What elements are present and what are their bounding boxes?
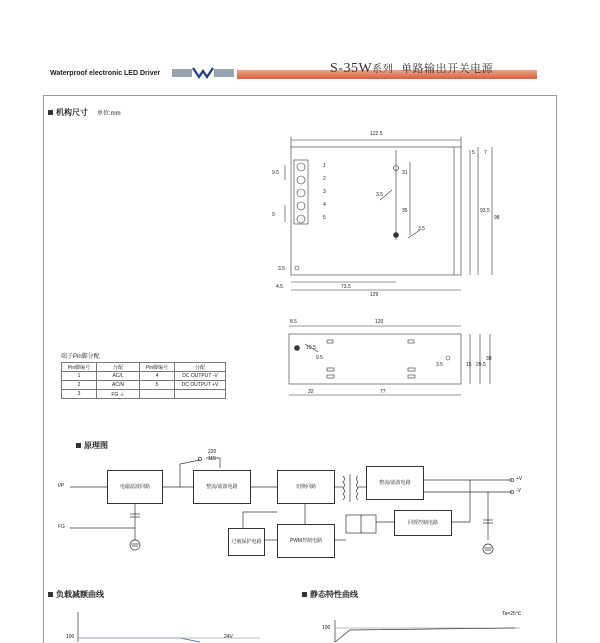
section-static-title: 静态特性曲线 xyxy=(310,590,358,599)
dim-base: 129 xyxy=(370,292,379,298)
output-pos-label: +V xyxy=(516,476,523,482)
block-rectifier-output: 整流/滤波电路 xyxy=(366,466,424,500)
side-dim-c: 15 xyxy=(466,362,472,368)
dim-pitch: 9.5 xyxy=(272,170,279,176)
pin-cell: AC/L xyxy=(97,372,140,381)
dim-h2: 35 xyxy=(402,208,408,214)
pin-header-cell: 分配 xyxy=(175,363,226,372)
section-mechanical-title: 机构尺寸 xyxy=(56,108,88,117)
block-feedback: 回授控制电路 xyxy=(394,510,452,536)
dim-right-total: 98 xyxy=(494,215,500,221)
block-rectifier-input: 整流/滤波电路 xyxy=(193,470,251,504)
unit-label: 单位:mm xyxy=(97,111,121,117)
static-y-label: 100 xyxy=(322,625,331,631)
side-dim-e: 38 xyxy=(486,356,492,362)
side-dim-bottom-left: 32 xyxy=(308,389,314,395)
derate-series-label: 24V xyxy=(224,634,233,640)
switch-115-label: 115 xyxy=(208,456,216,462)
dim-left-offset: 4.5 xyxy=(276,284,283,290)
switch-220-label: 220 xyxy=(208,449,217,455)
derate-y-label: 100 xyxy=(66,634,75,640)
dim-hole-h: 3.5 xyxy=(278,266,285,272)
block-overload-protect: 过载保护电路 xyxy=(228,528,265,556)
dim-right-top2: 7 xyxy=(484,150,487,156)
terminal-num-1: 1 xyxy=(323,163,326,169)
pin-header-cell: Pin脚编号 xyxy=(140,363,175,372)
pin-cell: 2 xyxy=(62,381,97,390)
dim-pitch2: 9 xyxy=(272,212,275,218)
pin-header-cell: 分配 xyxy=(97,363,140,372)
title-desc: 单路输出开关电源 xyxy=(401,63,494,75)
dim-right-h: 93.5 xyxy=(480,208,490,214)
dim-mid: 73.5 xyxy=(341,284,351,290)
pin-header-cell: Pin脚编号 xyxy=(62,363,97,372)
side-dim-left: 8.5 xyxy=(290,319,297,325)
terminal-num-5: 5 xyxy=(323,215,326,221)
title-model: S-35W xyxy=(330,61,373,76)
pin-cell: DC OUTPUT -V xyxy=(175,372,226,381)
side-dim-hole: 3.5 xyxy=(436,362,443,368)
terminal-num-3: 3 xyxy=(323,189,326,195)
side-dim-bottom-mid: 77 xyxy=(380,389,386,395)
terminal-num-4: 4 xyxy=(323,202,326,208)
dim-slot: 3.5 xyxy=(418,226,425,232)
terminal-num-2: 2 xyxy=(323,176,326,182)
static-temp-label: Ta=25℃ xyxy=(502,611,522,617)
pin-cell: AC/N xyxy=(97,381,140,390)
pin-cell: 3 xyxy=(62,390,97,399)
section-block-title: 原理图 xyxy=(84,441,108,450)
side-dim-b: 9.5 xyxy=(316,355,323,361)
dim-width: 122.5 xyxy=(370,131,383,137)
pin-cell: FG ⏚ xyxy=(97,390,140,399)
side-dim-length: 120 xyxy=(375,319,384,325)
input-label: I/P xyxy=(58,483,65,489)
dim-right-top: 5 xyxy=(472,150,475,156)
block-switching: 切换回路 xyxy=(277,470,335,504)
pin-cell: 1 xyxy=(62,372,97,381)
pin-table-title: 端子Pin脚分配 xyxy=(61,354,100,360)
block-pwm: PWM控制电路 xyxy=(277,524,335,558)
side-dim-d: 29.5 xyxy=(476,362,486,368)
fg-label: FG xyxy=(58,524,65,530)
output-neg-label: -V xyxy=(516,488,521,494)
pin-cell: 5 xyxy=(140,381,175,390)
block-emi-filter: 电磁滤波回路 xyxy=(107,470,163,504)
pin-cell: 4 xyxy=(140,372,175,381)
header-product-line: Waterproof electronic LED Driver xyxy=(50,70,161,77)
dim-hole: 3.5 xyxy=(376,192,383,198)
dim-h1: 31 xyxy=(402,170,408,176)
section-derating-title: 负载减额曲线 xyxy=(56,590,104,599)
side-dim-a: 19.5 xyxy=(306,345,316,351)
title-series: 系列 xyxy=(372,64,394,75)
pin-cell: DC OUTPUT +V xyxy=(175,381,226,390)
